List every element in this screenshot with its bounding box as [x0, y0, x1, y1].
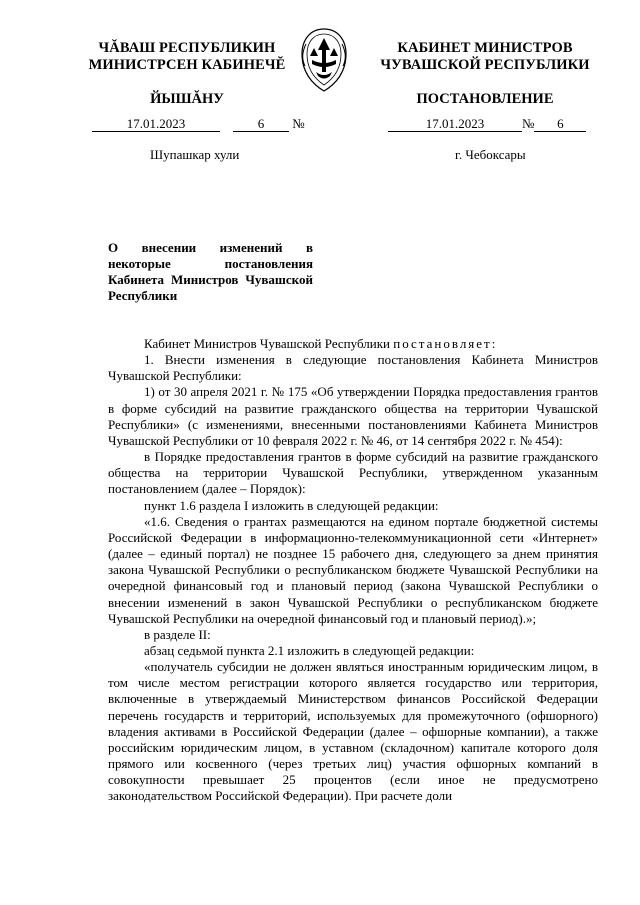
right-number-sign: № — [522, 116, 535, 131]
document-subject: О внесении изменений в некоторые постановления Кабинета Министров Чувашской Республики — [108, 240, 313, 303]
right-org-line-2: ЧУВАШСКОЙ РЕСПУБЛИКИ — [380, 57, 590, 73]
left-number-sign: № — [292, 116, 305, 131]
left-doctype: ЙЫШĂНУ — [150, 91, 224, 107]
body-paragraph: «получатель субсидии не должен являться иностранным юридическим лицом, в том числе местом регистрации которого является государство или территория, включенные в утверждаемый Министерством финансов Российской Федерации перечень государств и территорий, используемых для промежуточного (офшорного) владения активами в Российской Федерации (далее – офшорные компании), а также российским юридическим лицом, в уставном (складочном) капитале которого доля прямого или косвенного (через третьих лиц) участия офшорных компаний в совокупности превышает 25 процентов (если иное не предусмотрено законодательством Российской Федерации). При расчете доли — [108, 659, 598, 804]
body-paragraph: пункт 1.6 раздела I изложить в следующей редакции: — [144, 497, 439, 513]
right-org-line-1: КАБИНЕТ МИНИСТРОВ — [397, 40, 573, 56]
dateline-right — [388, 116, 586, 134]
dateline-left — [92, 116, 305, 134]
right-doctype: ПОСТАНОВЛЕНИЕ — [416, 91, 554, 107]
header-left — [62, 40, 312, 108]
document-body — [108, 336, 598, 805]
body-paragraph: 1) от 30 апреля 2021 г. № 175 «Об утверждении Порядка предоставления грантов в форме субсидий на развитие гражданского общества на территории Чувашской Республики» (с изменениями, внесенными постановлениями Кабинета Министров Чувашской Республики от 10 февраля 2022 г. № 46, от 14 сентября 2022 г. № 454): — [108, 384, 598, 448]
body-paragraph: 1. Внести изменения в следующие постановления Кабинета Министров Чувашской Республики: — [108, 352, 598, 384]
place-right: г. Чебоксары — [455, 147, 526, 162]
body-lead: Кабинет Министров Чувашской Республики постановляет: — [144, 336, 498, 351]
right-number: 6 — [534, 116, 586, 132]
header-right — [360, 40, 610, 108]
body-paragraph: «1.6. Сведения о грантах размещаются на едином портале бюджетной системы Российской Федерации в информационно-телекоммуникационной сети «Интернет» (далее – единый портал) не позднее 15 рабочего дня, следующего за днем принятия закона Чувашской Республики о республиканском бюджете Чувашской Республики на очередной финансовый год и плановый период (закона Чувашской Республики о внесении изменений в закон Чувашской Республики о республиканском бюджете Чувашской Республики на очередной финансовый год и плановый период).»; — [108, 513, 598, 626]
right-date: 17.01.2023 — [388, 116, 522, 132]
left-org-line-2: МИНИСТРСЕН КАБИНЕЧĔ — [88, 57, 286, 73]
left-org-line-1: ЧĂВАШ РЕСПУБЛИКИН — [98, 40, 276, 56]
body-paragraph: в Порядке предоставления грантов в форме субсидий на развитие гражданского общества на территории Чувашской Республики, утвержденном указанным постановлением (далее – Порядок): — [108, 449, 598, 497]
left-date: 17.01.2023 — [92, 116, 220, 132]
chuvash-emblem-icon — [296, 26, 352, 94]
body-paragraph: в разделе II: — [144, 626, 211, 642]
body-paragraph: абзац седьмой пункта 2.1 изложить в следующей редакции: — [144, 642, 475, 658]
left-number: 6 — [233, 116, 289, 132]
place-left: Шупашкар хули — [150, 147, 240, 162]
